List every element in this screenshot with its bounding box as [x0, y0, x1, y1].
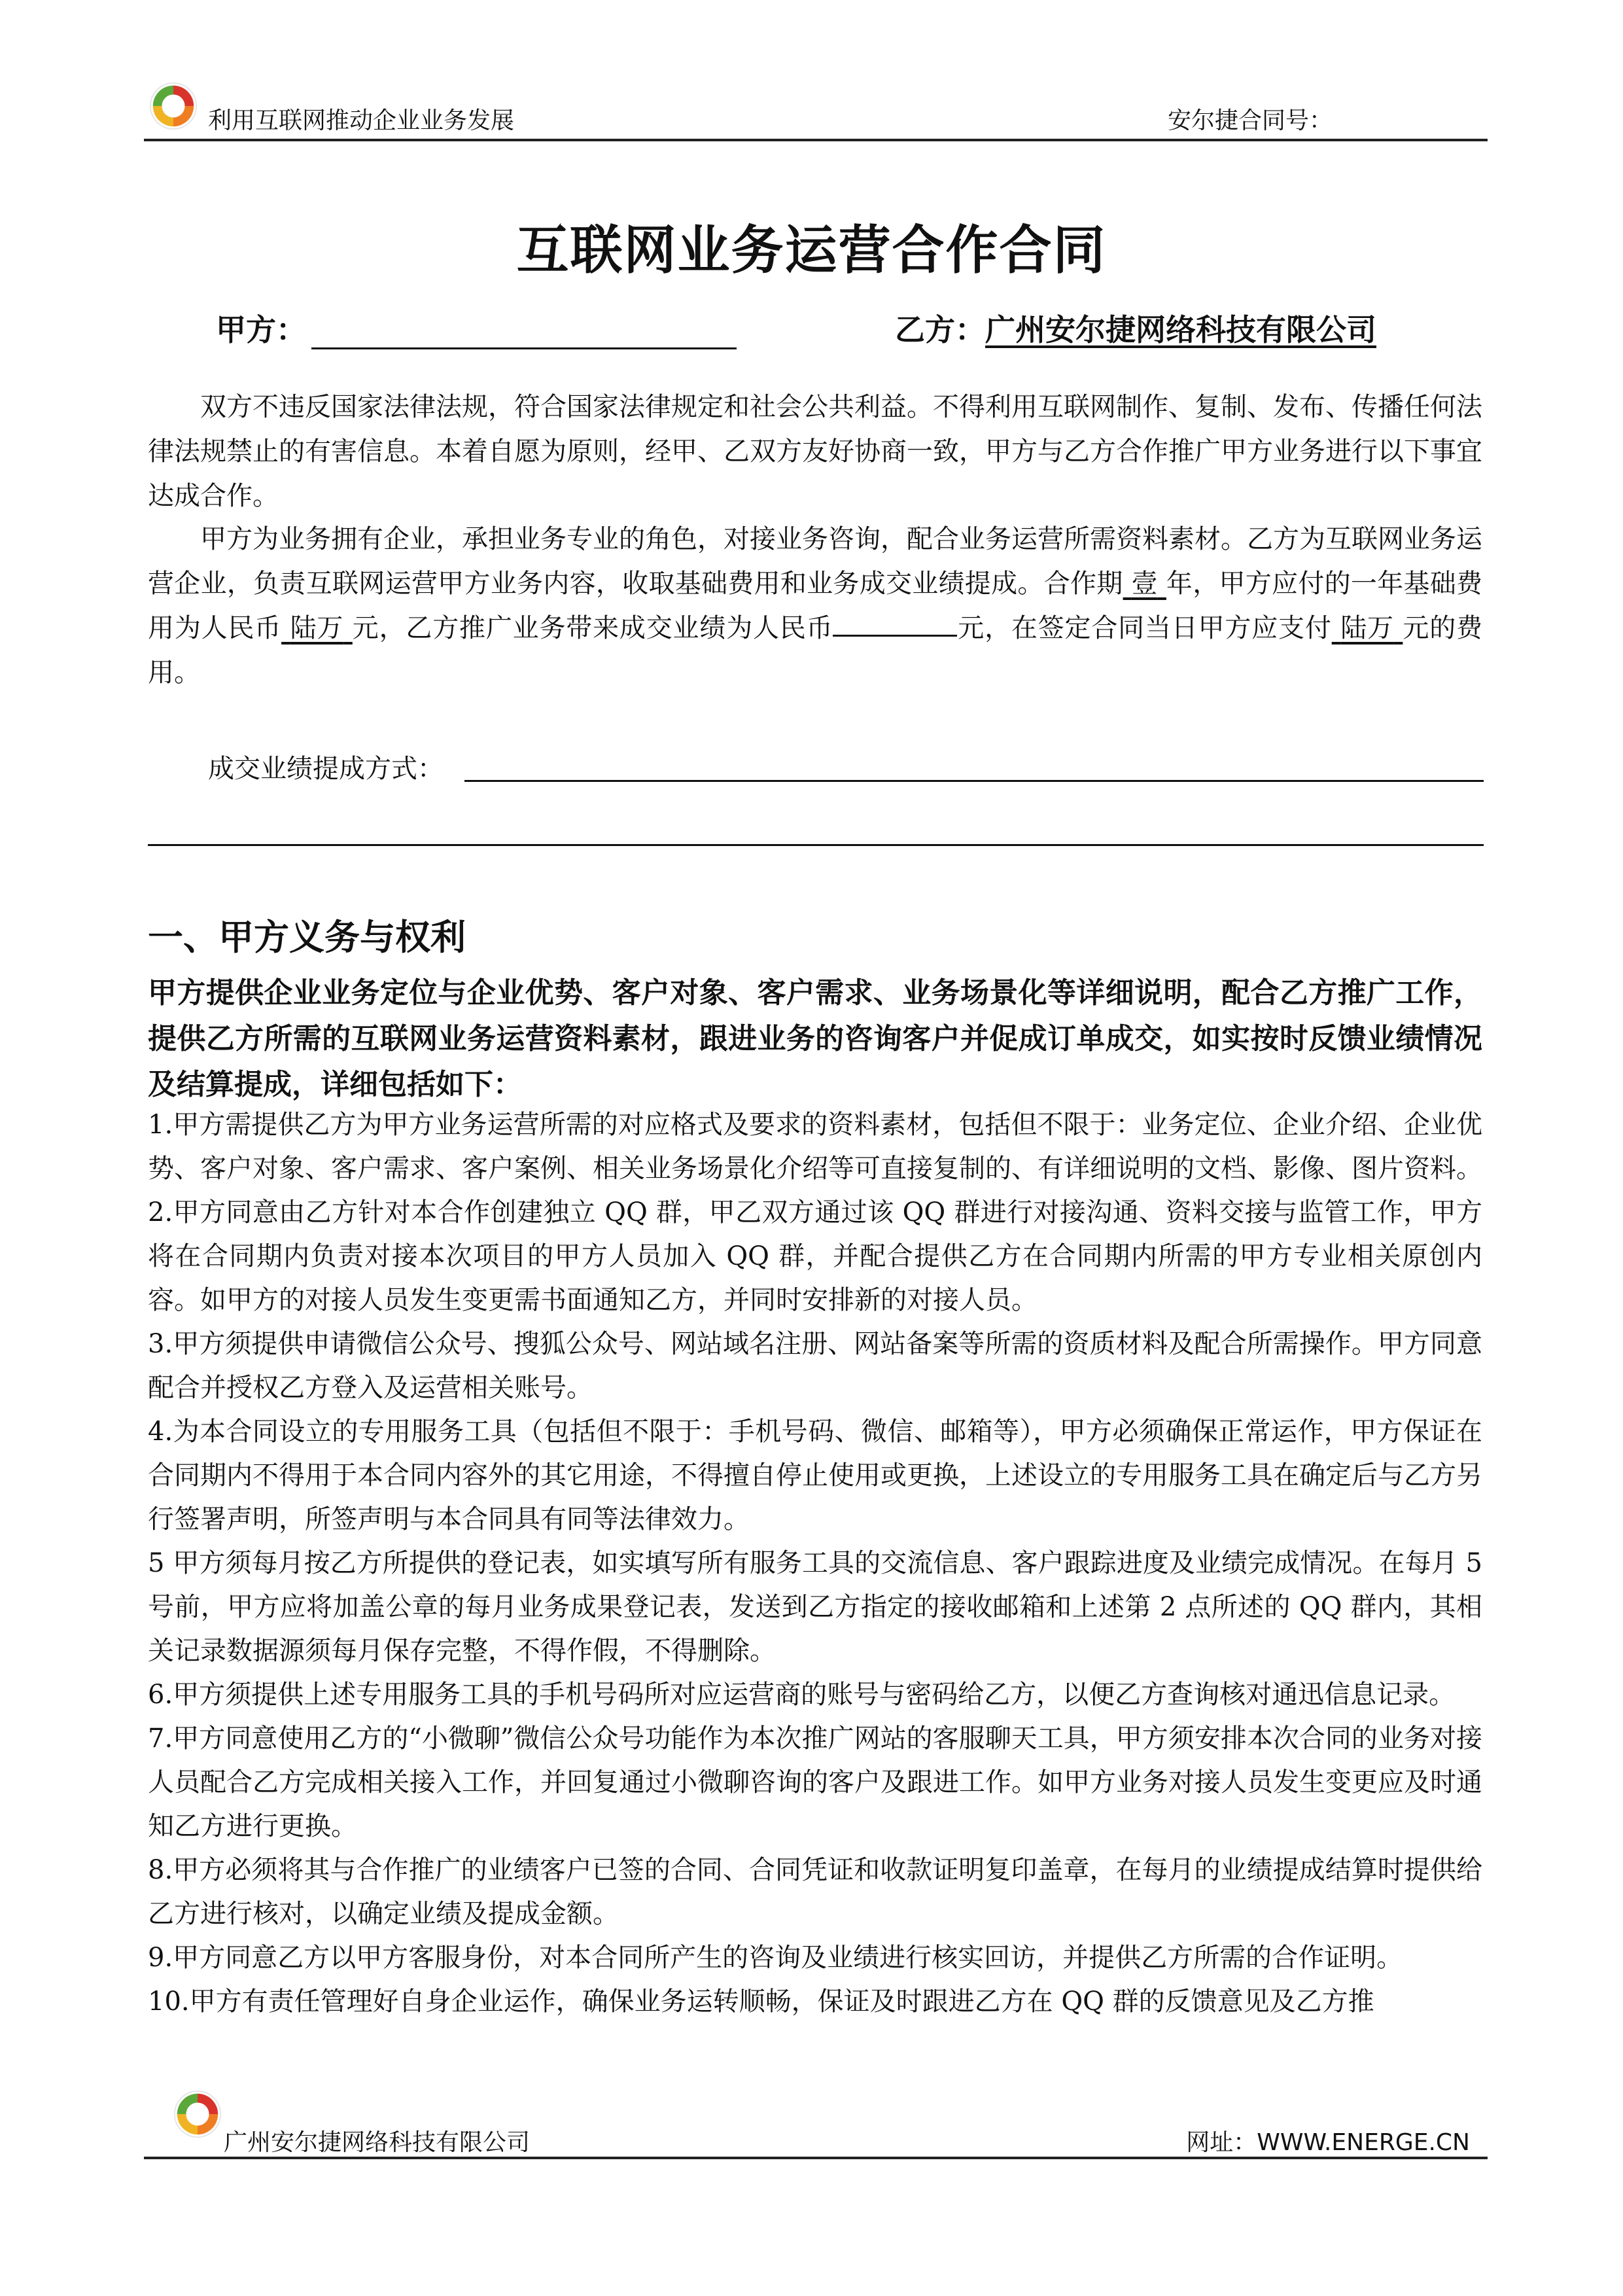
list-item: 4.为本合同设立的专用服务工具（包括但不限于：手机号码、微信、邮箱等），甲方必须确保正常运作，甲方保证在合同期内不得用于本合同内容外的其它用途，不得擅自停止使用或更换，上述设立的专用服务工具在确定后与乙方另行签署声明，所签声明与本合同具有同等法律效力。 — [148, 1417, 1482, 1534]
list-item: 6.甲方须提供上述专用服务工具的手机号码所对应运营商的账号与密码给乙方，以便乙方查询核对通迅信息记录。 — [148, 1680, 1456, 1710]
terms-paragraph — [148, 517, 1482, 695]
commission-method-blank — [464, 780, 1484, 782]
obligation-list — [148, 1103, 1482, 2024]
terms-text-3: 元，乙方推广业务带来成交业绩为人民币 — [352, 613, 833, 643]
commission-method-blank-2 — [148, 844, 1484, 846]
intro-paragraph: 双方不违反国家法律法规，符合国家法律规定和社会公共利益。不得利用互联网制作、复制、发布、传播任何法律法规禁止的有害信息。本着自愿为原则，经甲、乙双方友好协商一致，甲方与乙方合作推广甲方业务进行以下事宜达成合作。 — [148, 392, 1482, 511]
header-divider — [144, 139, 1488, 141]
terms-text-4: 元，在签定合同当日甲方应支付 — [957, 613, 1332, 643]
commission-method-label: 成交业绩提成方式： — [208, 754, 444, 784]
party-a-blank — [311, 319, 737, 349]
upfront-payment-value: 陆万 — [1340, 613, 1394, 643]
footer-website[interactable]: 网址：WWW.ENERGE.CN — [1186, 2129, 1470, 2156]
terms-text-1: 甲方为业务拥有企业，承担业务专业的角色，对接业务咨询，配合业务运营所需资料素材。乙方为互联网业务运营企业，负责互联网运营甲方业务内容，收取基础费用和业务成交业绩提成。合作期 — [148, 524, 1482, 599]
section-title: 一、甲方义务与权利 — [148, 916, 466, 958]
party-b — [895, 306, 1376, 349]
company-logo — [148, 80, 199, 132]
footer-company: 广州安尔捷网络科技有限公司 — [224, 2129, 531, 2156]
section-intro: 甲方提供企业业务定位与企业优势、客户对象、客户需求、业务场景化等详细说明，配合乙方推广工作，提供乙方所需的互联网业务运营资料素材，跟进业务的咨询客户并促成订单成交，如实按时反馈业绩情况及结算提成，详细包括如下： — [148, 976, 1482, 1101]
cooperation-period-value: 壹 — [1131, 569, 1158, 599]
footer-divider — [144, 2157, 1488, 2159]
header-slogan: 利用互联网推动企业业务发展 — [208, 107, 515, 134]
contract-number-label: 安尔捷合同号： — [1167, 107, 1333, 134]
list-item: 2.甲方同意由乙方针对本合作创建独立 QQ 群，甲乙双方通过该 QQ 群进行对接沟通、资料交接与监管工作，甲方将在合同期内负责对接本次项目的甲方人员加入 QQ 群，并配合提供乙方在合同期内所需的甲方专业相关原创内容。如甲方的对接人员发生变更需书面通知乙方，并同时安排新的对接人员。 — [148, 1197, 1482, 1315]
footer-logo — [172, 2089, 223, 2140]
party-a-label: 甲方： — [216, 312, 306, 347]
list-item: 10.甲方有责任管理好自身企业运作，确保业务运转顺畅，保证及时跟进乙方在 QQ 群的反馈意见及乙方推 — [148, 1987, 1374, 2017]
list-item: 3.甲方须提供申请微信公众号、搜狐公众号、网站域名注册、网站备案等所需的资质材料及配合所需操作。甲方同意配合并授权乙方登入及运营相关账号。 — [148, 1329, 1482, 1403]
list-item: 9.甲方同意乙方以甲方客服身份，对本合同所产生的咨询及业绩进行核实回访，并提供乙方所需的合作证明。 — [148, 1943, 1403, 1973]
party-a — [216, 306, 737, 349]
terms-text-2: 年，甲方应付的一年基础费用为人民币 — [148, 569, 1483, 643]
list-item: 8.甲方必须将其与合作推广的业绩客户已签的合同、合同凭证和收款证明复印盖章，在每月的业绩提成结算时提供给乙方进行核对，以确定业绩及提成金额。 — [148, 1855, 1482, 1929]
list-item: 1.甲方需提供乙方为甲方业务运营所需的对应格式及要求的资料素材，包括但不限于：业务定位、企业介绍、企业优势、客户对象、客户需求、客户案例、相关业务场景化介绍等可直接复制的、有详细说明的文档、影像、图片资料。 — [148, 1110, 1482, 1184]
performance-amount-blank — [833, 610, 957, 637]
party-b-label: 乙方： — [895, 312, 985, 347]
party-b-name: 广州安尔捷网络科技有限公司 — [985, 312, 1376, 347]
base-fee-value: 陆万 — [290, 613, 344, 643]
list-item: 5 甲方须每月按乙方所提供的登记表，如实填写所有服务工具的交流信息、客户跟踪进度及业绩完成情况。在每月 5 号前，甲方应将加盖公章的每月业务成果登记表，发送到乙方指定的接收邮箱和上述第 2 点所述的 QQ 群内，其相关记录数据源须每月保存完整，不得作假，不得删除。 — [148, 1548, 1482, 1666]
terms-text-5: 元的费用。 — [148, 613, 1483, 688]
document-title: 互联网业务运营合作合同 — [516, 219, 1107, 281]
list-item: 7.甲方同意使用乙方的“小微聊”微信公众号功能作为本次推广网站的客服聊天工具，甲方须安排本次合同的业务对接人员配合乙方完成相关接入工作，并回复通过小微聊咨询的客户及跟进工作。如甲方业务对接人员发生变更应及时通知乙方进行更换。 — [148, 1723, 1482, 1841]
